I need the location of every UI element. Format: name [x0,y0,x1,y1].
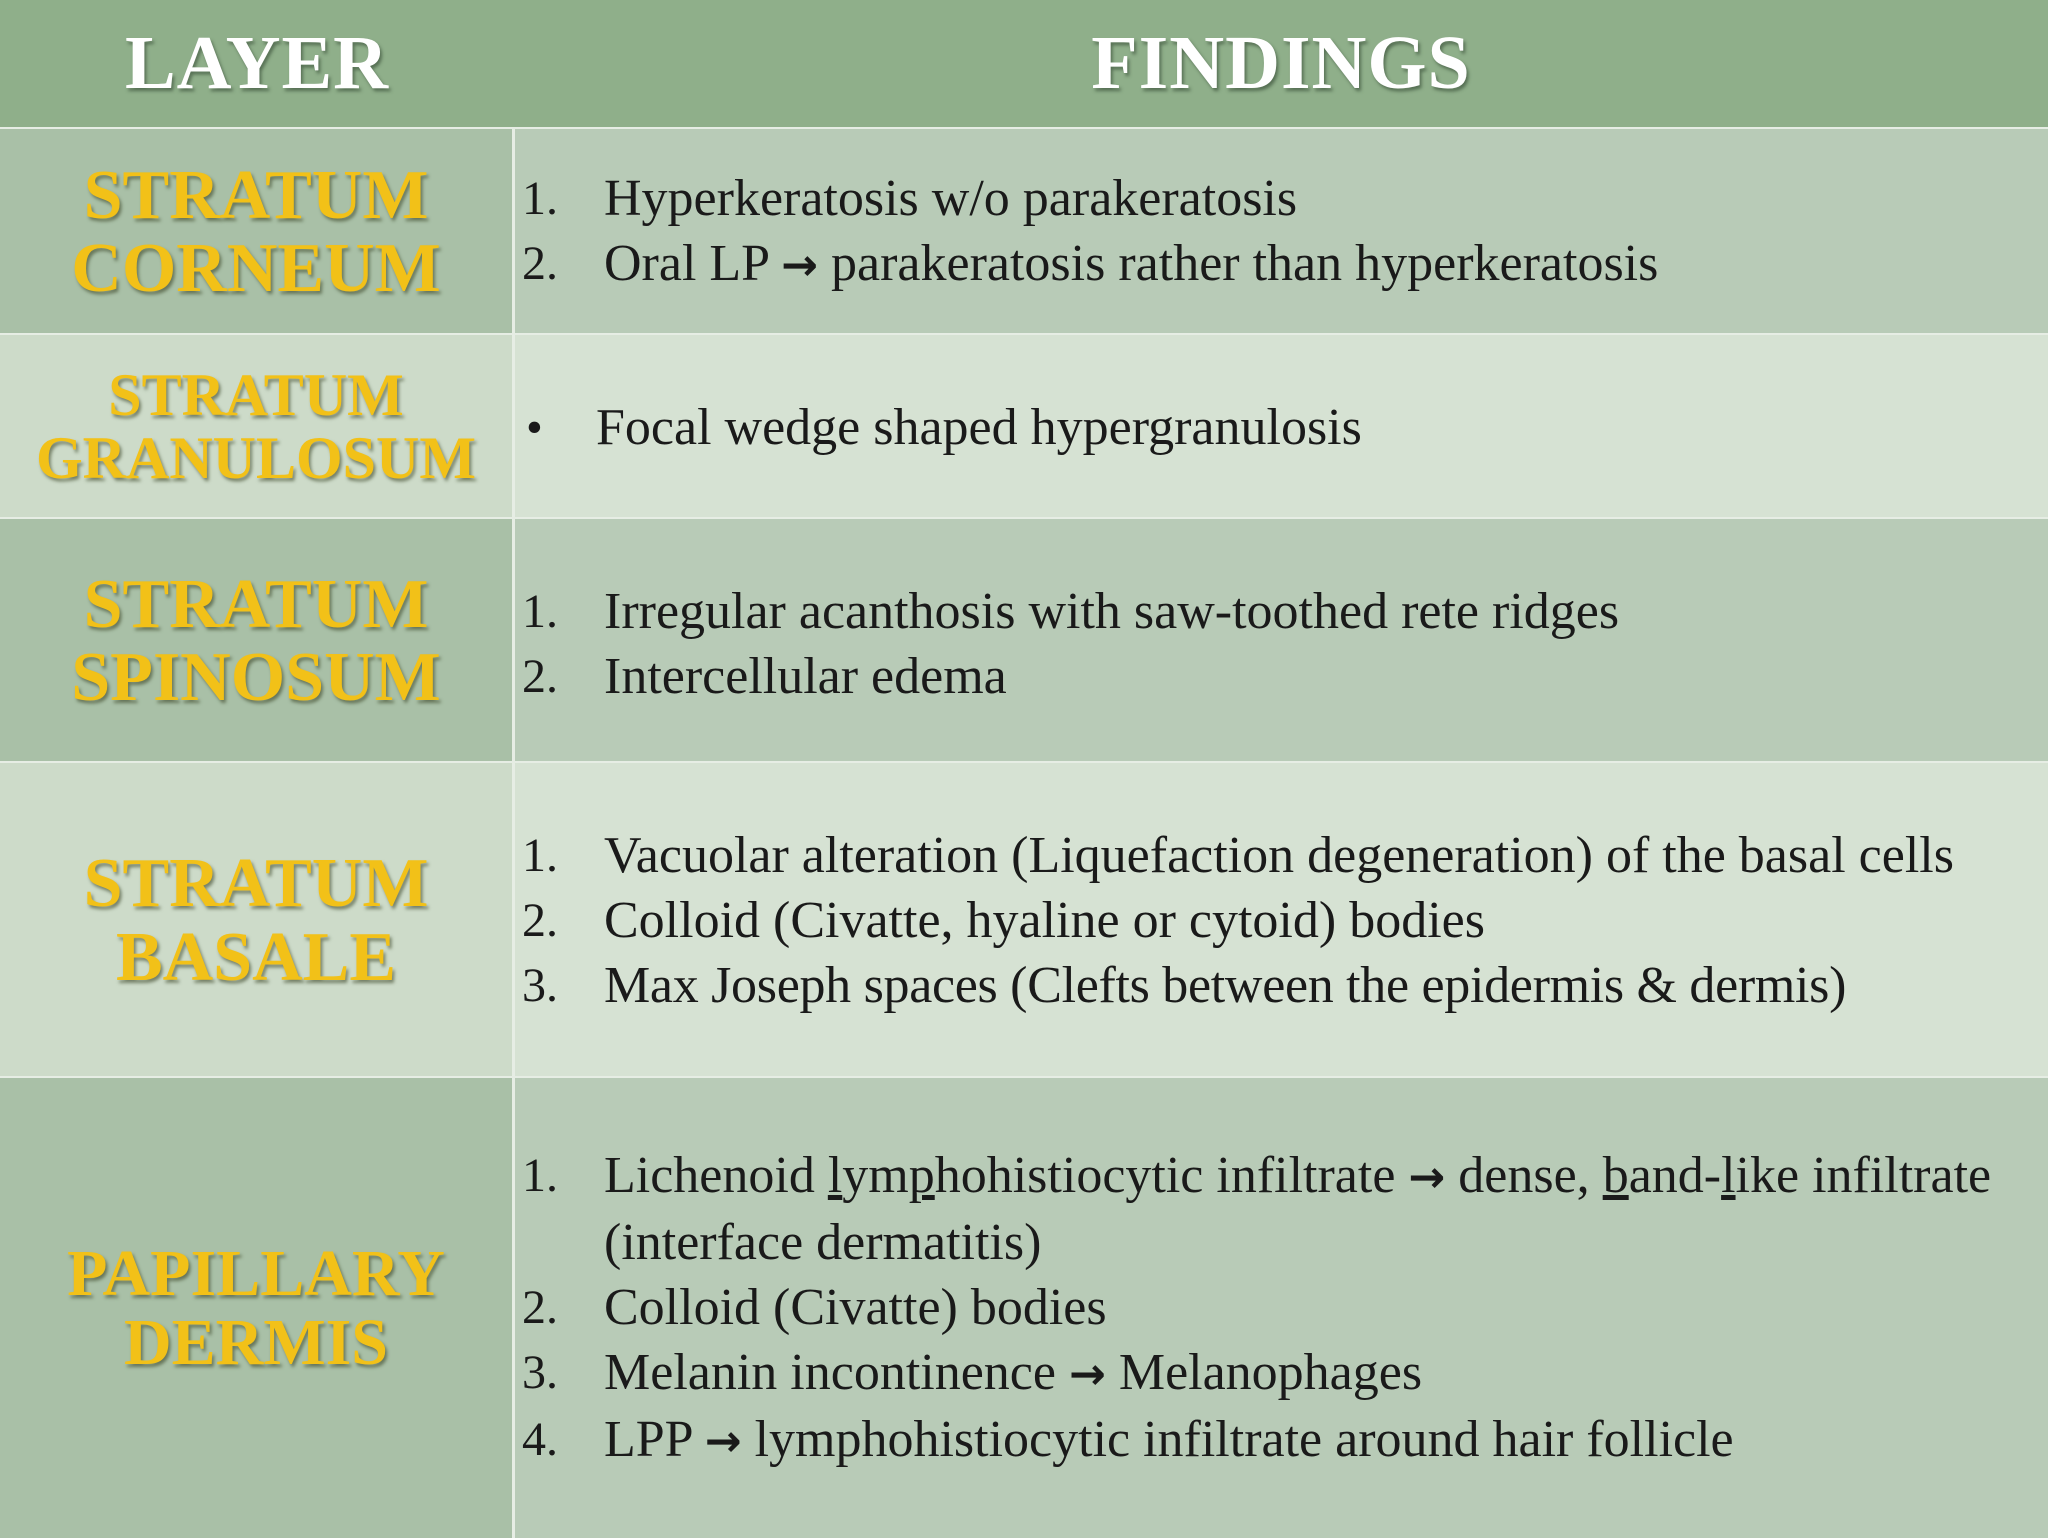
finding-text-part: lymphohistiocytic infiltrate around hair follicle [754,1410,1734,1468]
finding-text: Colloid (Civatte) bodies [604,1278,1107,1336]
list-item [522,888,2048,953]
list-number: 3. [522,959,558,1012]
table-row-stratum-granulosum [0,333,2048,519]
table-header [0,0,2048,129]
list-item [522,953,2048,1018]
underlined-letter: l [827,1146,843,1204]
findings-cell [518,335,2048,519]
list-item [522,166,2048,231]
findings-cell [518,519,2048,763]
finding-text-part: parakeratosis rather than hyperkeratosis [831,235,1659,292]
finding-text: Irregular acanthosis with saw-toothed rete ridges [604,583,1620,640]
layer-cell [0,763,515,1078]
findings-column-header: FINDINGS [1091,21,1471,105]
list-item [522,395,2048,460]
list-number: 1. [522,585,558,638]
layer-name-line: DERMIS [123,1306,389,1379]
finding-text: Colloid (Civatte, hyaline or cytoid) bodies [604,892,1485,949]
finding-text-part: Melanophages [1118,1343,1423,1401]
finding-text: Hyperkeratosis w/o parakeratosis [604,170,1298,227]
findings-cell [518,763,2048,1078]
list-item [522,1340,2048,1407]
list-item [522,1407,2048,1474]
arrow-right-icon: → [704,1415,742,1467]
finding-text-part: dense, [1458,1146,1603,1204]
list-number: 2. [522,650,558,703]
layer-name-line: GRANULOSUM [35,425,476,491]
bullet-icon: • [526,400,543,454]
finding-text [604,1407,2048,1474]
table-row-stratum-corneum [0,127,2048,335]
finding-text-part: LPP [604,1410,692,1468]
list-number: 1. [522,1148,558,1202]
list-number: 2. [522,894,558,947]
underlined-letter: l [1721,1146,1736,1204]
layer-cell [0,519,515,763]
underlined-letter: b [1602,1146,1629,1204]
list-item [522,1275,2048,1340]
list-item [522,231,2048,298]
layer-name-line: BASALE [115,918,397,996]
layer-name-line: STRATUM [108,362,404,428]
finding-text [604,1143,2048,1275]
finding-text: Max Joseph spaces (Clefts between the epidermis & dermis) [604,957,1847,1014]
findings-cell [518,129,2048,335]
layer-name-line: PAPILLARY [67,1236,445,1310]
layer-name-line: SPINOSUM [71,639,441,716]
finding-text [604,1340,2048,1407]
list-number: 3. [522,1345,558,1399]
table-row-stratum-spinosum [0,517,2048,763]
finding-text: Focal wedge shaped hypergranulosis [596,398,1362,456]
finding-text: Vacuolar alteration (Liquefaction degeneration) of the basal cells [604,827,1954,884]
finding-text-part: ike infiltrate (interface dermatitis) [604,1146,1992,1271]
list-item [522,823,2048,888]
layer-name-line: STRATUM [83,845,429,922]
list-item [522,1143,2048,1275]
finding-text-part: Lichenoid [604,1146,828,1204]
list-number: 2. [522,1280,558,1334]
finding-text-part: Oral LP [604,235,769,292]
layer-cell [0,129,515,335]
findings-cell [518,1078,2048,1538]
finding-text-part: and- [1628,1146,1722,1204]
arrow-right-icon: → [781,240,819,291]
list-item [522,579,2048,644]
layer-cell [0,1078,515,1538]
layer-cell [0,335,515,519]
layer-column-header: LAYER [124,21,390,105]
table-row-stratum-basale [0,761,2048,1078]
layer-name-line: STRATUM [83,156,429,234]
finding-text-part: ym [842,1146,909,1204]
layer-name-line: CORNEUM [71,230,441,307]
arrow-right-icon: → [1408,1151,1446,1203]
finding-text-part: Melanin incontinence [604,1343,1056,1401]
list-item [522,644,2048,709]
arrow-right-icon: → [1068,1348,1106,1400]
list-number: 1. [522,829,558,882]
list-number: 4. [522,1412,558,1466]
finding-text [604,231,2048,298]
finding-text: Intercellular edema [604,648,1007,705]
underlined-letter: p [908,1146,935,1204]
finding-text-part: hohistiocytic infiltrate [934,1146,1396,1204]
table-row-papillary-dermis [0,1076,2048,1538]
list-number: 1. [522,172,558,225]
layer-name-line: STRATUM [83,565,429,643]
list-number: 2. [522,237,558,290]
